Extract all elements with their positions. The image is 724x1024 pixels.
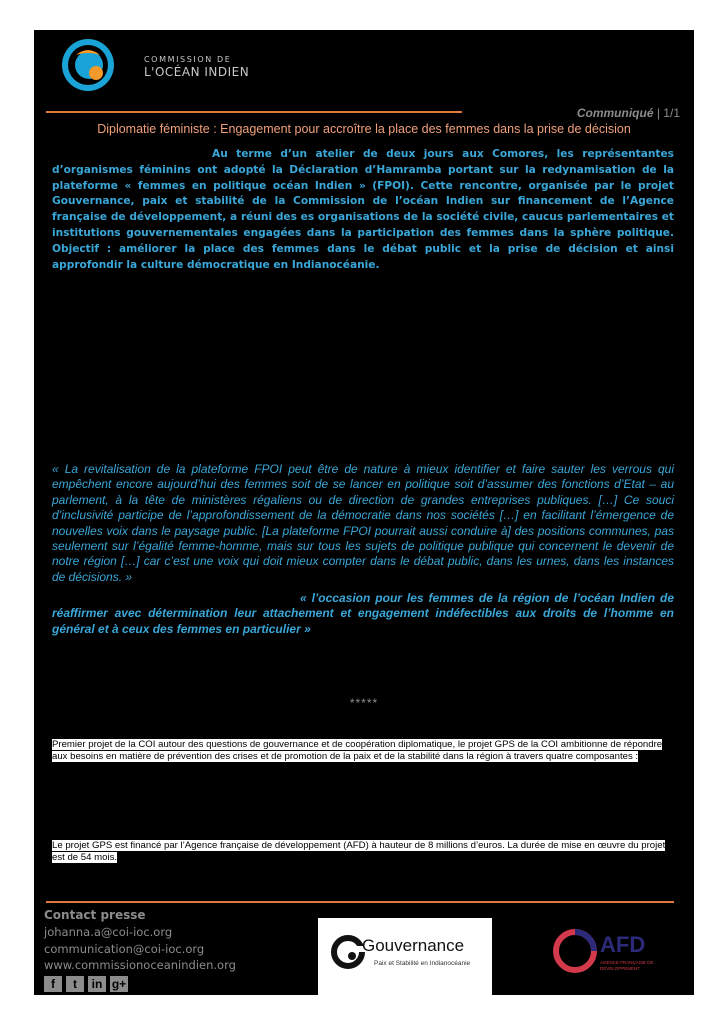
afd-emblem-icon [552, 928, 598, 974]
afd-name: AFD [600, 932, 646, 957]
document-page [34, 30, 694, 995]
coi-logo-text [144, 55, 249, 79]
coi-emblem-icon [58, 35, 118, 95]
facebook-icon[interactable]: f [44, 976, 62, 992]
contact-email-2[interactable]: communication@coi-ioc.org [44, 941, 205, 956]
gouvernance-tagline: Paix et Stabilité en Indianocéanie [374, 960, 471, 967]
logo-line-1: COMMISSION DE [144, 55, 232, 64]
twitter-icon[interactable]: t [66, 976, 84, 992]
press-contact [44, 908, 236, 974]
header-rule [46, 111, 462, 113]
coi-logo [58, 35, 258, 95]
social-links [44, 976, 128, 992]
quote-2: « l’occasion pour les femmes de la région de l’océan Indien de réaffirmer avec détermination leur attachement et engagement indéfectibles aux droits de l’homme en général et à ceux des femmes en particulier » [52, 591, 674, 636]
quote-1: « La revitalisation de la plateforme FPOI peut être de nature à mieux identifier et faire sauter les verrous qui empêchent encore aujourd’hui des femmes soit de se lancer en politique soit d’assumer des fonctions d’Etat – au parlement, à la tête de ministères régaliens ou de direction de grandes entreprises publiques. […] Ce souci d’inclusivité participe de l’approfondissement de la démocratie dans nos sociétés […] en facilitant l’émergence de nouvelles voix dans le paysage public. [La plateforme FPOI pourrait aussi conduire à] des positions communes, pas seulement sur l’égalité femme-homme, mais sur tous les sujets de politique publique qui concernent le devenir de notre région […] car c’est une voix qui doit mieux compter dans le débat public, dans les urnes, dans les instances de décisions. » [52, 462, 674, 584]
lead-paragraph: Au terme d’un atelier de deux jours aux Comores, les représentantes d’organismes féminins ont adopté la Déclaration d’Hamramba portant sur la redynamisation de la plateforme « femmes en politique océan Indien » (FPOI). Cette rencontre, organisée par le projet Gouvernance, paix et stabilité de la Commission de l’océan Indien sur financement de l’Agence française de développement, a réuni des es organisations de la société civile, caucus parlementaires et institutions gouvernementales engagées dans la participation des femmes dans la sphère politique. Objectif : améliorer la place des femmes dans le débat public et la prise de décision et ainsi approfondir la culture démocratique en Indianocéanie. [52, 148, 674, 271]
project-note-1 [52, 739, 680, 764]
document-title: Diplomatie féministe : Engagement pour accroître la place des femmes dans la prise de décision [97, 122, 631, 136]
contact-title: Contact presse [44, 908, 146, 922]
gouvernance-logo [318, 918, 492, 995]
project-note-1-text: Premier projet de la COI autour des questions de gouvernance et de coopération diplomatique, le projet GPS de la COI ambitionne de répondre aux besoins en matière de prévention des crises et de promotion de la paix et de la stabilité dans la région à travers quatre composantes : [52, 739, 663, 763]
project-note-2-text: Le projet GPS est financé par l’Agence française de développement (AFD) à hauteur de 8 millions d’euros. La durée de mise en œuvre du projet est de 54 mois. [52, 840, 666, 864]
contact-website[interactable]: www.commissionoceanindien.org [44, 958, 236, 972]
afd-subtitle: AGENCE FRANÇAISE DE DÉVELOPPEMENT [600, 960, 654, 971]
logo-line-2: L'OCÉAN INDIEN [144, 65, 250, 79]
google-plus-icon[interactable]: g+ [111, 977, 127, 991]
communique-label [577, 106, 680, 120]
section-separator: ***** [349, 696, 379, 710]
footer-rule [46, 901, 674, 903]
page-indicator: | 1/1 [656, 106, 680, 120]
linkedin-icon[interactable]: in [88, 976, 106, 992]
gouvernance-name: Gouvernance [362, 936, 465, 955]
contact-email-1[interactable]: johanna.a@coi-ioc.org [44, 925, 173, 939]
project-note-2 [52, 840, 680, 865]
communique-word: Communiqué [576, 106, 654, 120]
afd-logo [552, 928, 662, 980]
